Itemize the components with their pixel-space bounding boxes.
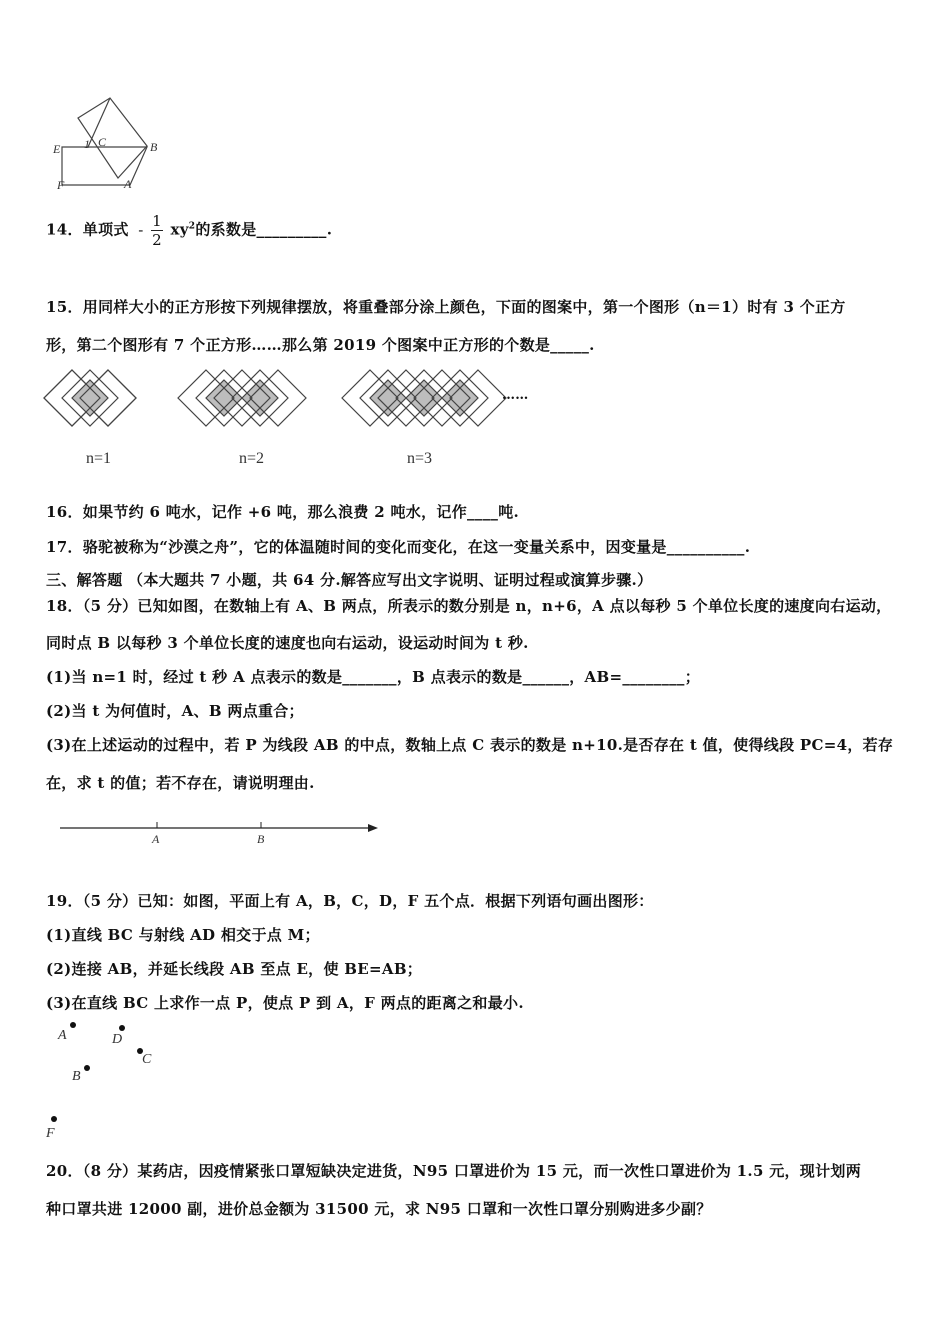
point-C-label: C	[142, 1052, 152, 1067]
fraction-numerator: 1	[152, 212, 162, 230]
question-15-line-1: 15．用同样大小的正方形按下列规律摆放，将重叠部分涂上颜色，下面的图案中，第一个图形（n＝1）时有 3 个正方	[46, 298, 846, 316]
label-E: E	[53, 142, 61, 156]
question-18-part-3a: (3)在上述运动的过程中，若 P 为线段 AB 的中点，数轴上点 C 表示的数是 n+10.是否存在 t 值，使得线段 PC=4，若存	[46, 736, 894, 754]
question-18-line-1: 18．（5 分）已知如图，在数轴上有 A、B 两点，所表示的数分别是 n，n+6，A 点以每秒 5 个单位长度的速度向右运动，	[46, 597, 892, 615]
label-C: C	[98, 135, 107, 149]
question-19-line-1: 19．（5 分）已知：如图，平面上有 A，B，C，D，F 五个点．根据下列语句画出图形：	[46, 892, 654, 910]
label-1: 1	[84, 137, 90, 151]
question-19-part-2: (2)连接 AB，并延长线段 AB 至点 E，使 BE=AB；	[46, 960, 423, 978]
label-A: A	[124, 177, 132, 191]
axis-label-A: A	[152, 832, 160, 846]
question-18-part-2: (2)当 t 为何值时，A、B 两点重合；	[46, 702, 304, 720]
question-18-part-3b: 在，求 t 的值；若不存在，请说明理由.	[46, 774, 315, 792]
point-A-dot	[70, 1022, 76, 1028]
shaded-overlap	[370, 380, 406, 416]
question-14	[46, 212, 332, 249]
label-B: B	[150, 140, 158, 154]
fraction-denominator: 2	[152, 231, 162, 249]
question-15-line-2: 形，第二个图形有 7 个正方形……那么第 2019 个图案中正方形的个数是_____.	[46, 336, 595, 354]
number-line-arrow	[368, 824, 378, 832]
question-20-line-1: 20．（8 分）某药店，因疫情紧张口罩短缺决定进货，N95 口罩进价为 15 元，而一次性口罩进价为 1.5 元，现计划两	[46, 1162, 862, 1180]
pattern-n2	[178, 370, 306, 426]
point-B-dot	[84, 1065, 90, 1071]
q14-suffix: 的系数是_________.	[195, 220, 333, 239]
question-19-part-3: (3)在直线 BC 上求作一点 P，使点 P 到 A，F 两点的距离之和最小.	[46, 994, 524, 1012]
label-F: F	[57, 178, 65, 192]
pattern-ellipsis: ……	[502, 388, 529, 403]
fraction-one-half	[151, 212, 163, 249]
point-B-label: B	[72, 1069, 81, 1084]
question-18-line-2: 同时点 B 以每秒 3 个单位长度的速度也向右运动，设运动时间为 t 秒.	[46, 634, 529, 652]
label-n3: n=3	[407, 450, 433, 467]
question-19-part-1: (1)直线 BC 与射线 AD 相交于点 M；	[46, 926, 320, 944]
axis-label-B: B	[257, 832, 265, 846]
question-18-part-1: (1)当 n=1 时，经过 t 秒 A 点表示的数是_______，B 点表示的数是______，AB=________；	[46, 668, 701, 686]
pattern-n3	[342, 370, 506, 426]
rectangle-outline	[62, 147, 147, 185]
shaded-overlap	[406, 380, 442, 416]
question-17: 17．骆驼被称为“沙漠之舟”，它的体温随时间的变化而变化，在这一变量关系中，因变量是__________.	[46, 538, 751, 556]
point-D-dot	[119, 1025, 125, 1031]
pattern-n1	[44, 370, 136, 426]
shaded-overlap	[206, 380, 242, 416]
label-n1: n=1	[86, 450, 112, 467]
shaded-overlap	[242, 380, 278, 416]
point-A-label: A	[58, 1028, 67, 1043]
shaded-overlap	[72, 380, 108, 416]
point-D-label: D	[112, 1032, 123, 1047]
q14-exponent: 2	[188, 221, 196, 232]
shaded-overlap	[442, 380, 478, 416]
q14-prefix: 14．单项式	[46, 220, 129, 239]
point-F-dot	[51, 1116, 57, 1122]
q14-variable: xy	[170, 220, 189, 239]
section-3-heading: 三、解答题 （本大题共 7 小题，共 64 分.解答应写出文字说明、证明过程或演算步骤.）	[46, 571, 653, 589]
question-16: 16．如果节约 6 吨水，记作 +6 吨，那么浪费 2 吨水，记作____吨.	[46, 503, 520, 521]
q14-minus: -	[138, 220, 144, 239]
label-n2: n=2	[239, 450, 265, 467]
point-F-label: F	[46, 1126, 55, 1141]
question-20-line-2: 种口罩共进 12000 副，进价总金额为 31500 元，求 N95 口罩和一次性口罩分别购进多少副？	[46, 1200, 712, 1218]
